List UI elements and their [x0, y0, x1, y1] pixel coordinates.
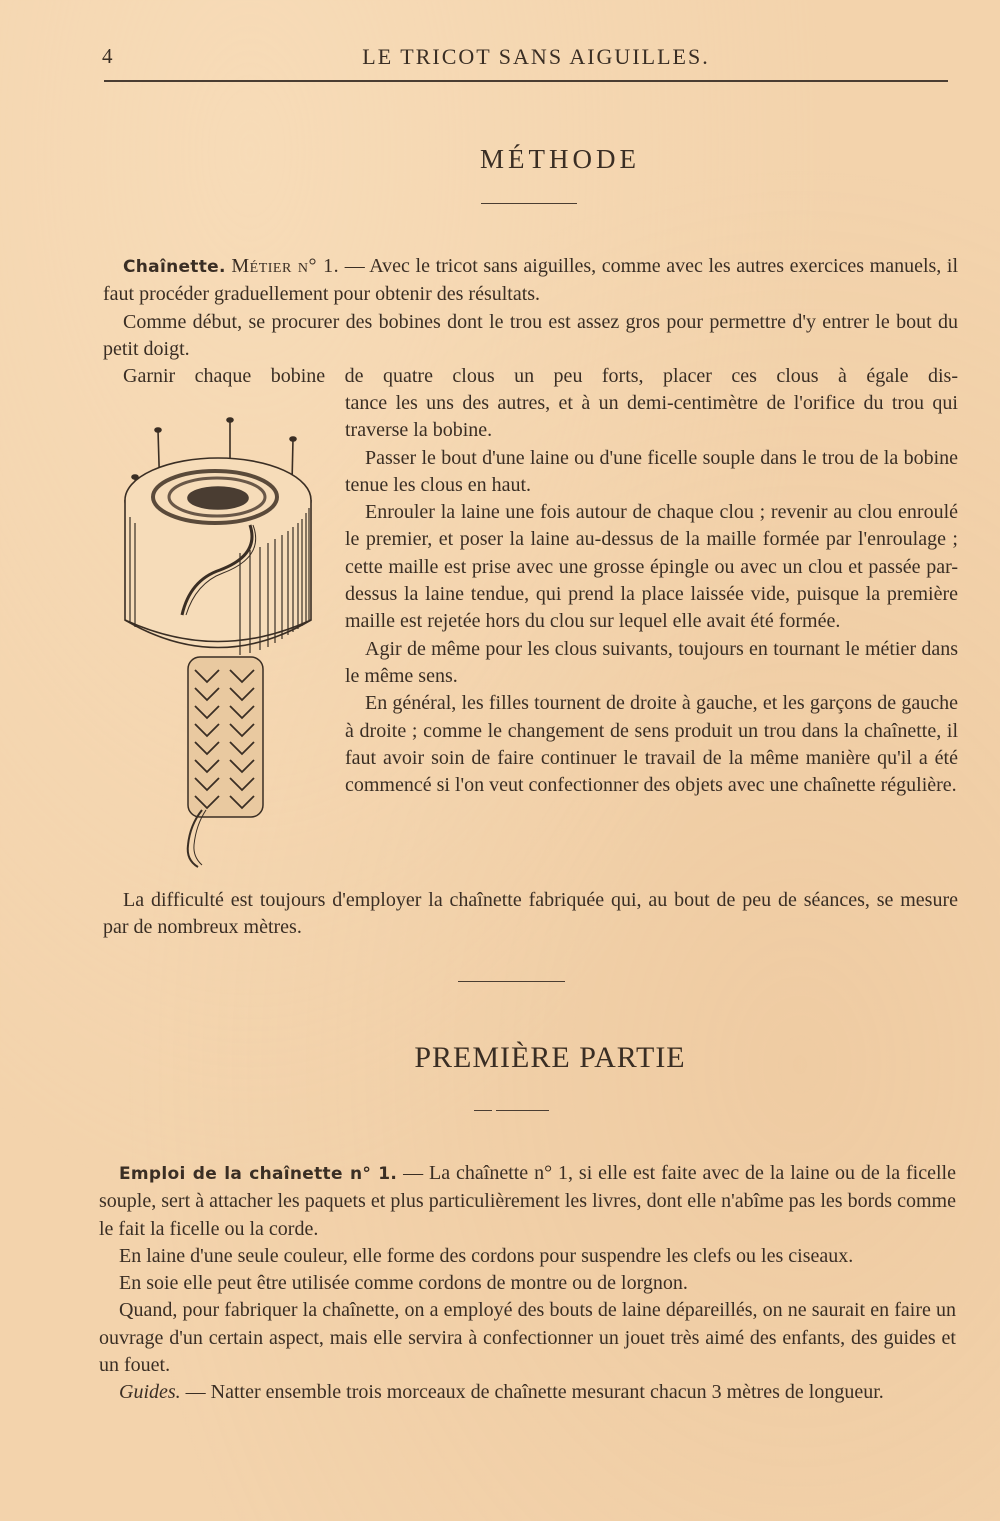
- paragraph: [99, 1160, 956, 1243]
- page-number: 4: [102, 44, 113, 68]
- knitted-chain: [188, 657, 263, 867]
- paragraph-continuation: tance les uns des autres, et à un demi-centimètre de l'orifice du trou qui traverse la bobine.: [345, 392, 958, 442]
- running-title: LE TRICOT SANS AIGUILLES.: [362, 44, 710, 69]
- paragraph: Agir de même pour les clous suivants, toujours en tournant le métier dans le même sens.: [345, 637, 958, 687]
- header-rule: [104, 80, 948, 82]
- knitting-spool-illustration: [110, 405, 330, 875]
- paragraph: Quand, pour fabriquer la chaînette, on a employé des bouts de laine dépareillés, on ne saurait en faire un ouvrage d'un certain aspect, mais elle servira à confectionner un jouet très aimé des enfants, des guides et un fouet.: [99, 1299, 956, 1377]
- divider: [474, 1110, 492, 1111]
- paragraph-text: — La chaînette n° 1, si elle est faite avec de la laine ou de la ficelle souple, sert à attacher les paquets et plus particulièrement les livres, dont elle n'abîme pas les bords comme le fait la ficelle ou la corde.: [99, 1162, 956, 1240]
- methode-intro-block: [103, 253, 958, 390]
- lead-term: Emploi de la chaînette n° 1.: [119, 1164, 398, 1184]
- methode-closing-block: [103, 887, 958, 942]
- methode-side-column: [345, 390, 958, 799]
- paragraph: Comme début, se procurer des bobines dont le trou est assez gros pour permettre d'y entrer le bout du petit doigt.: [103, 310, 958, 360]
- guides-label: Guides.: [119, 1381, 181, 1404]
- paragraph: En laine d'une seule couleur, elle forme des cordons pour suspendre les clefs ou les ciseaux.: [119, 1244, 854, 1267]
- divider: [481, 203, 577, 204]
- paragraph-text: — Natter ensemble trois morceaux de chaînette mesurant chacun 3 mètres de longueur.: [180, 1381, 884, 1404]
- paragraph: En général, les filles tournent de droite à gauche, et les garçons de gauche à droite ; comme le changement de sens produit un trou dans la chaînette, il faut avoir soin de faire continuer le travail de la même manière qu'il a été commencé si l'on veut confectionner des objets avec une chaînette régulière.: [345, 692, 958, 797]
- paragraph: En soie elle peut être utilisée comme cordons de montre ou de lorgnon.: [119, 1272, 688, 1295]
- paragraph: Garnir chaque bobine de quatre clous un peu forts, placer ces clous à égale dis-: [123, 365, 958, 388]
- section-title-methode: MÉTHODE: [480, 144, 640, 174]
- paragraph-text: — Avec le tricot sans aiguilles, comme avec les autres exercices manuels, il faut procéder graduellement pour obtenir des résultats.: [103, 255, 959, 306]
- paragraph: La difficulté est toujours d'employer la chaînette fabriquée qui, au bout de peu de séances, se mesure par de nombreux mètres.: [103, 889, 958, 939]
- paragraph: [103, 253, 958, 309]
- divider: [458, 981, 565, 982]
- section-title-premiere-partie: PREMIÈRE PARTIE: [414, 1041, 686, 1074]
- paragraph: [99, 1379, 956, 1406]
- premiere-partie-block: [99, 1160, 956, 1407]
- lead-term: Chaînette.: [123, 257, 226, 277]
- subtitle-smallcaps: Métier n° 1.: [231, 255, 340, 277]
- paragraph: Passer le bout d'une laine ou d'une ficelle souple dans le trou de la bobine tenue les clous en haut.: [345, 446, 958, 496]
- running-head: [102, 40, 948, 80]
- divider: [496, 1110, 549, 1111]
- paragraph: Enrouler la laine une fois autour de chaque clou ; revenir au clou enroulé le premier, et poser la laine au-dessus de la maille formée par l'enroulage ; cette maille est prise avec une grosse épingle ou avec un clou et passée par-dessus la laine tendue, qui prend la place laissée vide, puisque la première maille est rejetée hors du clou sur lequel elle avait été formée.: [345, 501, 958, 633]
